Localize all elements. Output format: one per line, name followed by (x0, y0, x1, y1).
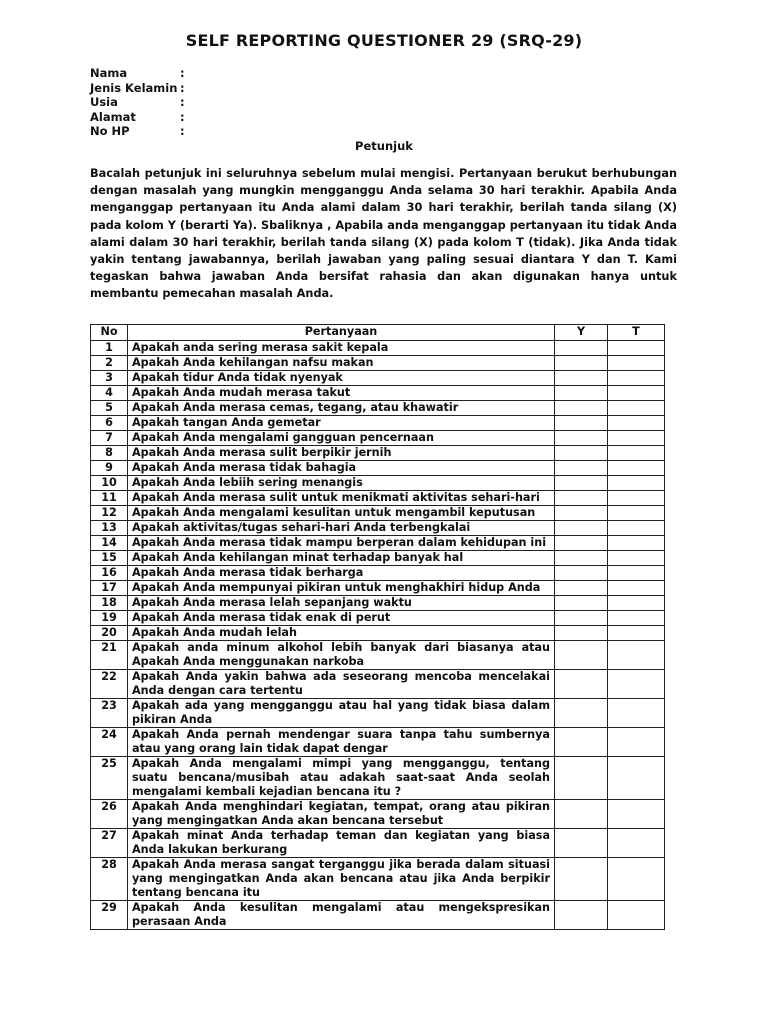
answer-y-cell[interactable] (555, 536, 608, 551)
question-text: Apakah tangan Anda gemetar (128, 416, 555, 431)
question-text: Apakah Anda pernah mendengar suara tanpa tahu sumbernya atau yang orang lain tidak dapat dengar (128, 728, 555, 757)
answer-y-cell[interactable] (555, 901, 608, 930)
question-text: Apakah Anda kesulitan mengalami atau mengekspresikan perasaan Anda (128, 901, 555, 930)
row-number: 3 (91, 371, 128, 386)
table-row (91, 446, 665, 461)
row-number: 20 (91, 626, 128, 641)
field-label: Alamat (90, 109, 136, 124)
question-text: Apakah Anda merasa sulit untuk menikmati aktivitas sehari-hari (128, 491, 555, 506)
answer-y-cell[interactable] (555, 800, 608, 829)
row-number: 17 (91, 581, 128, 596)
question-text: Apakah Anda mempunyai pikiran untuk menghakhiri hidup Anda (128, 581, 555, 596)
question-text: Apakah Anda mudah lelah (128, 626, 555, 641)
row-number: 4 (91, 386, 128, 401)
row-number: 5 (91, 401, 128, 416)
table-row (91, 476, 665, 491)
field-nama[interactable] (90, 66, 190, 81)
answer-y-cell[interactable] (555, 728, 608, 757)
table-row (91, 551, 665, 566)
table-row (91, 431, 665, 446)
answer-y-cell[interactable] (555, 356, 608, 371)
row-number: 10 (91, 476, 128, 491)
answer-y-cell[interactable] (555, 699, 608, 728)
row-number: 16 (91, 566, 128, 581)
row-number: 7 (91, 431, 128, 446)
answer-y-cell[interactable] (555, 401, 608, 416)
answer-y-cell[interactable] (555, 611, 608, 626)
answer-t-cell[interactable] (608, 858, 665, 901)
answer-y-cell[interactable] (555, 431, 608, 446)
table-row (91, 461, 665, 476)
question-text: Apakah anda sering merasa sakit kepala (128, 341, 555, 356)
table-body (91, 341, 665, 930)
row-number: 28 (91, 858, 128, 901)
answer-y-cell[interactable] (555, 551, 608, 566)
answer-t-cell[interactable] (608, 341, 665, 356)
table-row (91, 699, 665, 728)
answer-t-cell[interactable] (608, 416, 665, 431)
row-number: 14 (91, 536, 128, 551)
answer-y-cell[interactable] (555, 858, 608, 901)
answer-t-cell[interactable] (608, 757, 665, 800)
field-label: Jenis Kelamin (90, 80, 178, 95)
row-number: 8 (91, 446, 128, 461)
answer-t-cell[interactable] (608, 356, 665, 371)
row-number: 13 (91, 521, 128, 536)
answer-y-cell[interactable] (555, 491, 608, 506)
row-number: 9 (91, 461, 128, 476)
answer-t-cell[interactable] (608, 371, 665, 386)
answer-y-cell[interactable] (555, 670, 608, 699)
table-row (91, 356, 665, 371)
question-text: Apakah anda minum alkohol lebih banyak dari biasanya atau Apakah Anda menggunakan narkoba (128, 641, 555, 670)
question-text: Apakah Anda yakin bahwa ada seseorang mencoba mencelakai Anda dengan cara tertentu (128, 670, 555, 699)
answer-t-cell[interactable] (608, 670, 665, 699)
row-number: 12 (91, 506, 128, 521)
table-row (91, 596, 665, 611)
header-question: Pertanyaan (128, 325, 555, 341)
table-row (91, 728, 665, 757)
row-number: 11 (91, 491, 128, 506)
question-text: Apakah Anda merasa sulit berpikir jernih (128, 446, 555, 461)
table-row (91, 626, 665, 641)
row-number: 15 (91, 551, 128, 566)
answer-t-cell[interactable] (608, 491, 665, 506)
question-text: Apakah Anda merasa lelah sepanjang waktu (128, 596, 555, 611)
table-row (91, 800, 665, 829)
table-row (91, 829, 665, 858)
answer-t-cell[interactable] (608, 728, 665, 757)
table-row (91, 581, 665, 596)
field-label: Nama (90, 66, 128, 80)
instructions-heading: Petunjuk (355, 139, 413, 153)
table-row (91, 757, 665, 800)
question-text: Apakah Anda lebiih sering menangis (128, 476, 555, 491)
field-alamat[interactable] (90, 110, 190, 125)
question-text: Apakah Anda kehilangan nafsu makan (128, 356, 555, 371)
answer-y-cell[interactable] (555, 626, 608, 641)
question-text: Apakah Anda menghindari kegiatan, tempat, orang atau pikiran yang mengingatkan Anda akan bencana tersebut (128, 800, 555, 829)
row-number: 26 (91, 800, 128, 829)
answer-t-cell[interactable] (608, 401, 665, 416)
question-text: Apakah Anda merasa cemas, tegang, atau khawatir (128, 401, 555, 416)
table-row (91, 401, 665, 416)
field-colon: : (180, 109, 185, 124)
table-row (91, 386, 665, 401)
answer-t-cell[interactable] (608, 581, 665, 596)
question-text: Apakah Anda mengalami gangguan pencernaan (128, 431, 555, 446)
answer-t-cell[interactable] (608, 386, 665, 401)
question-text: Apakah ada yang mengganggu atau hal yang tidak biasa dalam pikiran Anda (128, 699, 555, 728)
answer-y-cell[interactable] (555, 566, 608, 581)
row-number: 6 (91, 416, 128, 431)
question-text: Apakah Anda merasa tidak berharga (128, 566, 555, 581)
answer-y-cell[interactable] (555, 641, 608, 670)
answer-y-cell[interactable] (555, 829, 608, 858)
field-jenis-kelamin[interactable] (90, 81, 190, 96)
row-number: 1 (91, 341, 128, 356)
answer-y-cell[interactable] (555, 506, 608, 521)
question-text: Apakah tidur Anda tidak nyenyak (128, 371, 555, 386)
row-number: 23 (91, 699, 128, 728)
question-text: Apakah Anda kehilangan minat terhadap banyak hal (128, 551, 555, 566)
table-row (91, 611, 665, 626)
answer-y-cell[interactable] (555, 596, 608, 611)
table-row (91, 416, 665, 431)
row-number: 27 (91, 829, 128, 858)
answer-t-cell[interactable] (608, 431, 665, 446)
table-row (91, 341, 665, 356)
answer-y-cell[interactable] (555, 446, 608, 461)
field-colon: : (180, 66, 185, 80)
answer-y-cell[interactable] (555, 341, 608, 356)
answer-t-cell[interactable] (608, 611, 665, 626)
answer-t-cell[interactable] (608, 521, 665, 536)
answer-y-cell[interactable] (555, 371, 608, 386)
row-number: 2 (91, 356, 128, 371)
header-t: T (608, 325, 665, 341)
question-text: Apakah Anda merasa tidak mampu berperan dalam kehidupan ini (128, 536, 555, 551)
answer-t-cell[interactable] (608, 506, 665, 521)
identity-fields (90, 66, 190, 139)
answer-y-cell[interactable] (555, 581, 608, 596)
answer-y-cell[interactable] (555, 476, 608, 491)
table-row (91, 566, 665, 581)
answer-y-cell[interactable] (555, 386, 608, 401)
table-row (91, 670, 665, 699)
answer-t-cell[interactable] (608, 566, 665, 581)
question-text: Apakah Anda mengalami mimpi yang mengganggu, tentang suatu bencana/musibah atau adakah saat-saat Anda seolah mengalami kembali kejadian bencana itu ? (128, 757, 555, 800)
table-row (91, 521, 665, 536)
row-number: 21 (91, 641, 128, 670)
answer-t-cell[interactable] (608, 699, 665, 728)
header-no: No (91, 325, 128, 341)
answer-t-cell[interactable] (608, 536, 665, 551)
field-label: Usia (90, 95, 118, 110)
table-row (91, 506, 665, 521)
table-row (91, 536, 665, 551)
table-header-row (91, 325, 665, 341)
answer-t-cell[interactable] (608, 641, 665, 670)
header-y: Y (555, 325, 608, 341)
answer-t-cell[interactable] (608, 829, 665, 858)
answer-t-cell[interactable] (608, 461, 665, 476)
row-number: 19 (91, 611, 128, 626)
field-colon: : (180, 124, 185, 139)
row-number: 24 (91, 728, 128, 757)
question-text: Apakah minat Anda terhadap teman dan kegiatan yang biasa Anda lakukan berkurang (128, 829, 555, 858)
answer-y-cell[interactable] (555, 416, 608, 431)
instructions-paragraph: Bacalah petunjuk ini seluruhnya sebelum mulai mengisi. Pertanyaan berukut berhubungan dengan masalah yang mungkin mengganggu Anda selama 30 hari terakhir. Apabila Anda menganggap pertanyaan itu Anda alami dalam 30 hari terakhir, berilah tanda silang (X) pada kolom Y (berarti Ya). Sbaliknya , Apabila anda menganggap pertanyaan itu tidak Anda alami dalam 30 hari terakhir, berilah tanda silang (X) pada kolom T (tidak). Jika Anda tidak yakin tentang jawabannya, berilah jawaban yang paling sesuai diantara Y dan T. Kami tegaskan bahwa jawaban Anda bersifat rahasia dan akan digunakan hanya untuk membantu pemecahan masalah Anda. (90, 167, 677, 301)
row-number: 22 (91, 670, 128, 699)
answer-y-cell[interactable] (555, 757, 608, 800)
row-number: 25 (91, 757, 128, 800)
field-no-hp[interactable] (90, 124, 190, 139)
field-label: No HP (90, 124, 130, 139)
answer-t-cell[interactable] (608, 596, 665, 611)
page-title: SELF REPORTING QUESTIONER 29 (SRQ-29) (185, 31, 583, 50)
answer-t-cell[interactable] (608, 551, 665, 566)
table-row (91, 641, 665, 670)
answer-t-cell[interactable] (608, 901, 665, 930)
table-row (91, 901, 665, 930)
table-row (91, 858, 665, 901)
row-number: 18 (91, 596, 128, 611)
answer-y-cell[interactable] (555, 461, 608, 476)
question-text: Apakah Anda merasa tidak bahagia (128, 461, 555, 476)
question-text: Apakah Anda mudah merasa takut (128, 386, 555, 401)
answer-y-cell[interactable] (555, 521, 608, 536)
field-colon: : (180, 80, 185, 95)
question-text: Apakah aktivitas/tugas sehari-hari Anda terbengkalai (128, 521, 555, 536)
table-row (91, 491, 665, 506)
question-text: Apakah Anda mengalami kesulitan untuk mengambil keputusan (128, 506, 555, 521)
answer-t-cell[interactable] (608, 800, 665, 829)
row-number: 29 (91, 901, 128, 930)
questionnaire-table (90, 324, 665, 930)
answer-t-cell[interactable] (608, 476, 665, 491)
answer-t-cell[interactable] (608, 446, 665, 461)
question-text: Apakah Anda merasa sangat terganggu jika berada dalam situasi yang mengingatkan Anda akan bencana atau jika Anda berpikir tentang bencana itu (128, 858, 555, 901)
question-text: Apakah Anda merasa tidak enak di perut (128, 611, 555, 626)
field-usia[interactable] (90, 95, 190, 110)
field-colon: : (180, 95, 185, 110)
answer-t-cell[interactable] (608, 626, 665, 641)
table-row (91, 371, 665, 386)
